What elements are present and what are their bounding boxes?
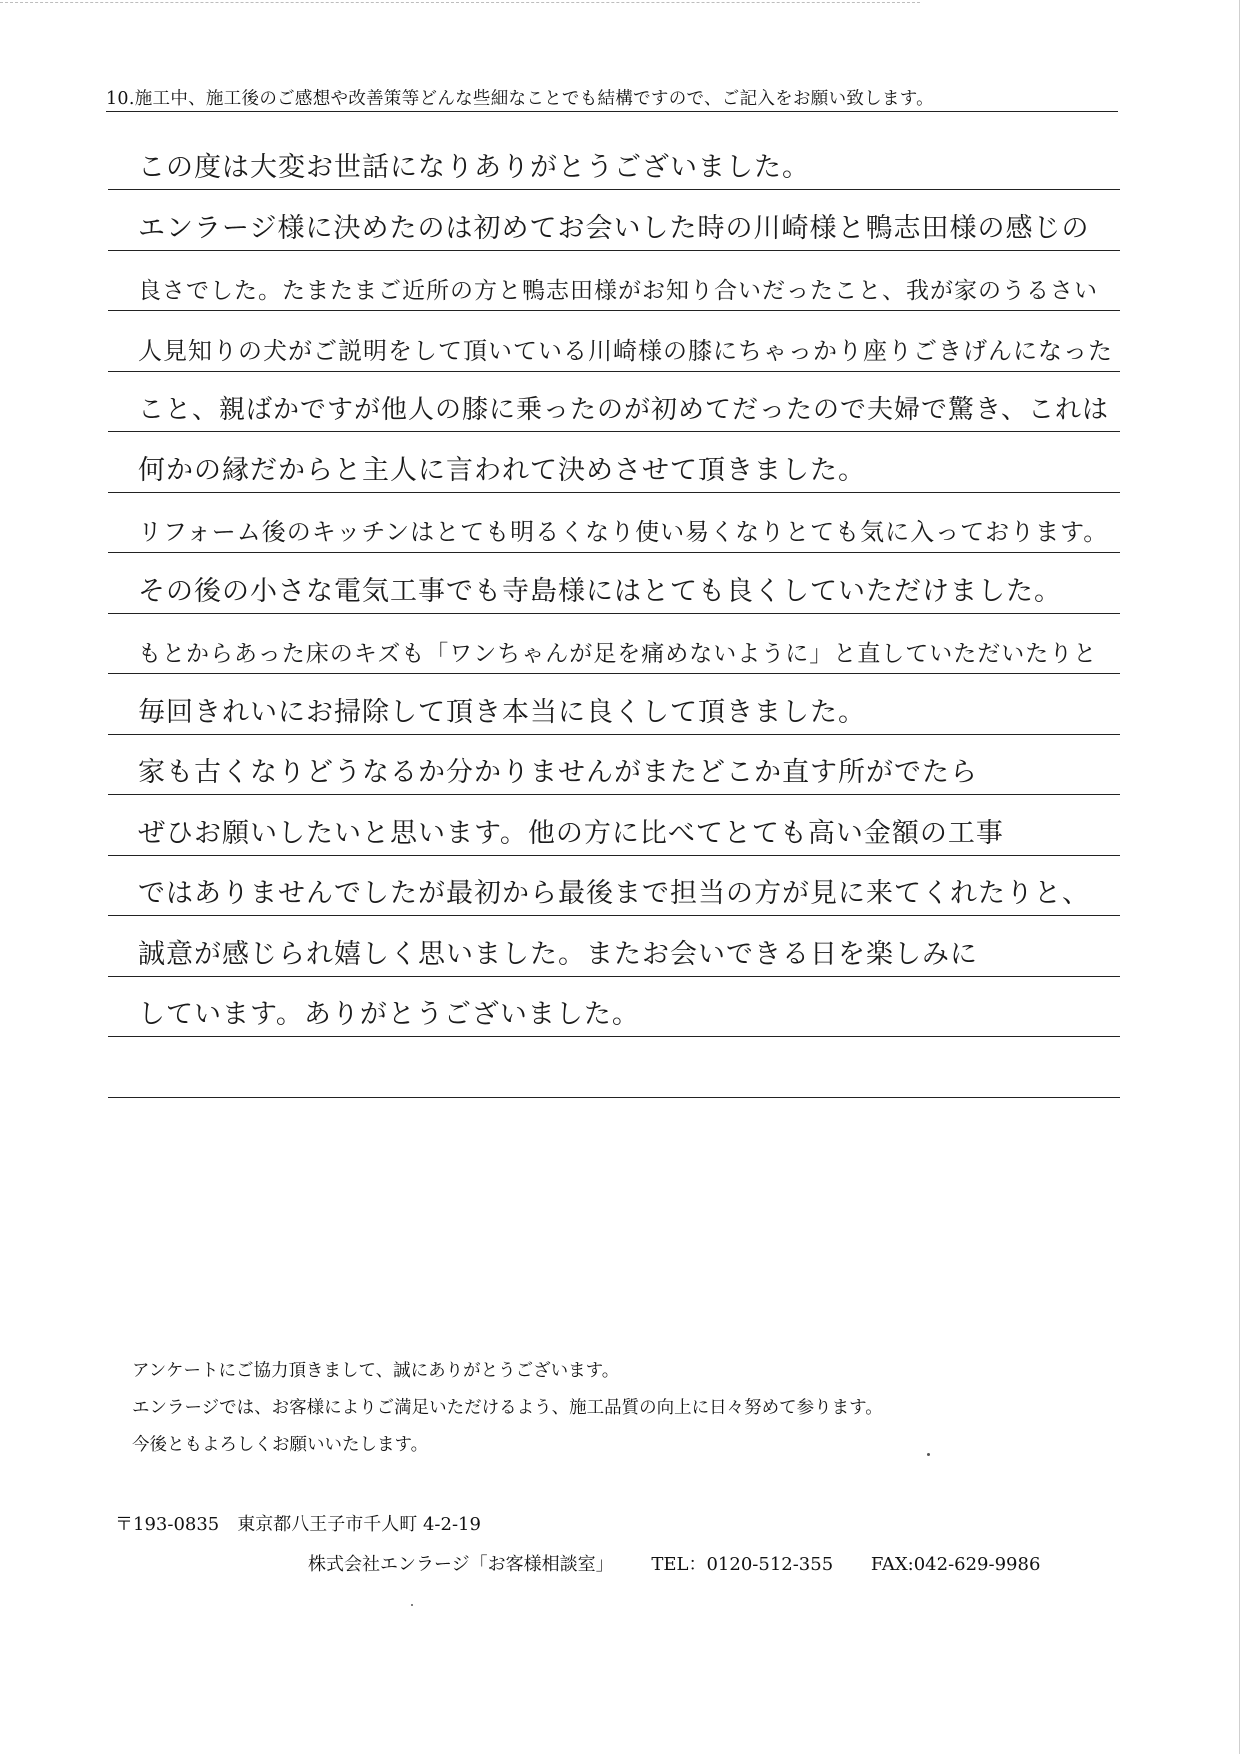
answer-line-text: その後の小さな電気工事でも寺島様にはとても良くしていただけました。 <box>138 575 1062 607</box>
postal-address: 〒193-0835 東京都八王子市千人町 4-2-19 <box>115 1514 481 1535</box>
answer-line <box>108 675 1120 735</box>
answer-line <box>108 796 1120 856</box>
answer-line <box>108 251 1120 311</box>
ruled-line <box>108 1097 1120 1098</box>
closing-line: エンラージでは、お客様によりご満足いただけるよう、施工品質の向上に日々努めて参ります。 <box>132 1398 883 1418</box>
answer-line-text: もとからあった床のキズも「ワンちゃんが足を痛めないように」と直していただいたりと <box>138 641 1098 667</box>
closing-message <box>132 1353 883 1464</box>
answer-line-text: 誠意が感じられ嬉しく思いました。またお会いできる日を楽しみに <box>138 938 978 970</box>
answer-line <box>108 312 1120 372</box>
answer-line-text: 何かの縁だからと主人に言われて決めさせて頂きました。 <box>138 454 866 486</box>
answer-line-text: ではありませんでしたが最初から最後まで担当の方が見に来てくれたりと、 <box>138 878 1090 909</box>
answer-line <box>108 977 1120 1037</box>
answer-line <box>108 1038 1120 1098</box>
company-tel: TEL：0120-512-355 <box>651 1554 834 1575</box>
company-fax: FAX:042-629-9986 <box>870 1554 1041 1575</box>
scan-speck <box>411 1604 413 1606</box>
answer-line-text: ぜひお願いしたいと思います。他の方に比べてとても高い金額の工事 <box>138 817 1004 849</box>
answer-line-text: 家も古くなりどうなるか分かりませんがまたどこか直す所がでたら <box>138 757 978 788</box>
answer-line-text: この度は大変お世話になりありがとうございました。 <box>138 152 810 183</box>
right-border-line <box>1239 0 1240 1754</box>
answer-line <box>108 493 1120 553</box>
answer-line <box>108 191 1120 251</box>
answer-line <box>108 372 1120 432</box>
answer-line-text: こと、親ばかですが他人の膝に乗ったのが初めてだったので夫婦で驚き、これは <box>138 395 1109 425</box>
answer-line-text: リフォーム後のキッチンはとても明るくなり使い易くなりとても気に入っております。 <box>138 518 1109 546</box>
closing-line: 今後ともよろしくお願いいたします。 <box>132 1435 429 1455</box>
question-heading: 10.施工中、施工後のご感想や改善策等どんな些細なことでも結構ですので、ご記入をお願い致します。 <box>106 89 934 109</box>
answer-line <box>108 917 1120 977</box>
answer-line-text: エンラージ様に決めたのは初めてお会いした時の川崎様と鴨志田様の感じの <box>138 212 1090 244</box>
answer-line <box>108 130 1120 190</box>
answer-line-text: 人見知りの犬がご説明をして頂いている川崎様の膝にちゃっかり座りごきげんになった <box>138 336 1113 365</box>
answer-line <box>108 554 1120 614</box>
company-name: 株式会社エンラージ「お客様相談室」 <box>308 1554 614 1575</box>
answer-line <box>108 856 1120 916</box>
top-border-line <box>0 2 920 3</box>
answer-line-text: しています。ありがとうございました。 <box>138 999 640 1030</box>
answer-line <box>108 614 1120 674</box>
scan-speck <box>927 1453 930 1456</box>
answer-line <box>108 735 1120 795</box>
answer-line-text: 毎回きれいにお掃除して頂き本当に良くして頂きました。 <box>138 696 866 728</box>
answer-line <box>108 433 1120 493</box>
company-contact <box>308 1550 1040 1576</box>
answer-line-text: 良さでした。たまたまご近所の方と鴨志田様がお知り合いだったこと、我が家のうるさい <box>138 278 1098 304</box>
question-underline <box>106 111 1118 112</box>
closing-line: アンケートにご協力頂きまして、誠にありがとうございます。 <box>132 1361 620 1381</box>
